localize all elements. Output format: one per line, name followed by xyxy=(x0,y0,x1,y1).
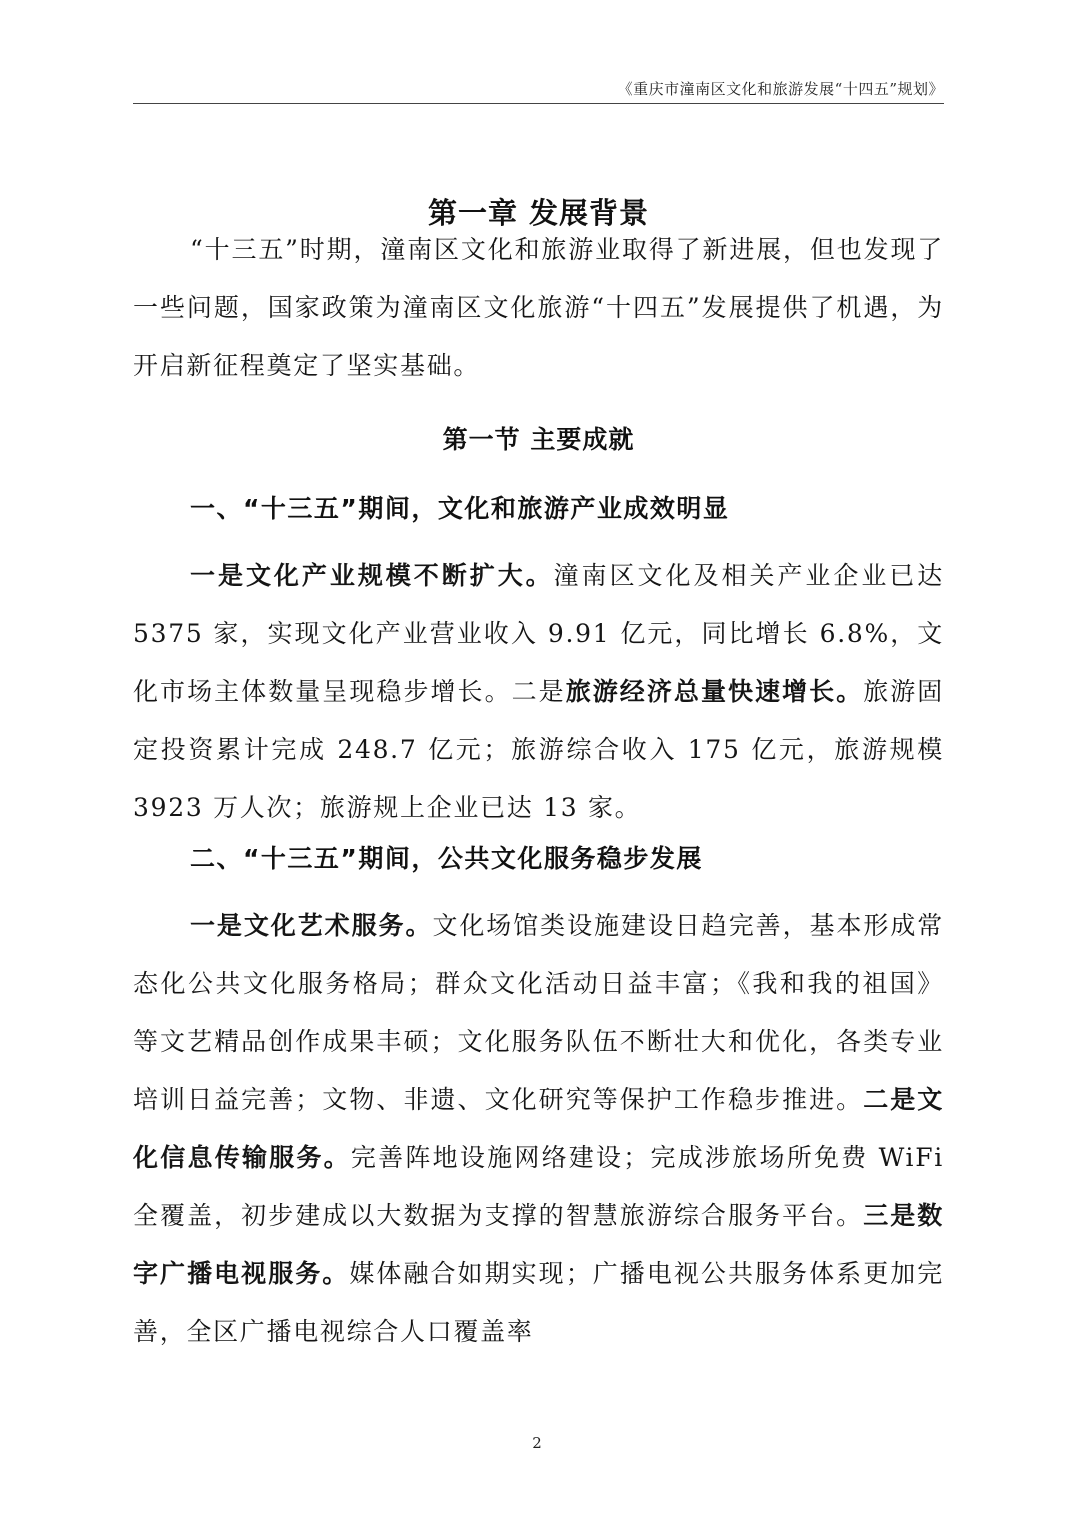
running-header: 《重庆市潼南区文化和旅游发展“十四五”规划》 xyxy=(617,80,944,98)
paragraph-lead-2: 旅游经济总量快速增长。 xyxy=(565,677,864,706)
subsection-2-paragraph xyxy=(133,897,944,1361)
paragraph-text-3: 文化场馆类设施建设日趋完善，基本形成常态化公共文化服务格局；群众文化活动日益丰富；《我和我的祖国》等文艺精品创作成果丰硕；文化服务队伍不断壮大和优化，各类专业培训日益完善；文物、非遗、文化研究等保护工作稳步推进。 xyxy=(133,911,944,1114)
paragraph-lead-3: 一是文化艺术服务。 xyxy=(190,911,433,940)
section-title: 第一节 主要成就 xyxy=(442,425,635,454)
paragraph-lead-4: 二是文化信息传输服务。 xyxy=(133,1085,944,1172)
paragraph-text-5: 媒体融合如期实现；广播电视公共服务体系更加完善，全区广播电视综合人口覆盖率 xyxy=(133,1259,944,1346)
subsection-1-paragraph xyxy=(133,547,944,837)
subsection-heading-2: 二、“十三五”期间，公共文化服务稳步发展 xyxy=(190,844,703,873)
subsection-heading-1: 一、“十三五”期间，文化和旅游产业成效明显 xyxy=(190,494,730,523)
chapter-intro-paragraph: “十三五”时期，潼南区文化和旅游业取得了新进展，但也发现了一些问题，国家政策为潼南区文化旅游“十四五”发展提供了机遇，为开启新征程奠定了坚实基础。 xyxy=(133,235,944,380)
paragraph-lead-1: 一是文化产业规模不断扩大。 xyxy=(190,561,554,590)
page-number: 2 xyxy=(532,1434,542,1452)
header-divider xyxy=(133,103,944,104)
chapter-title: 第一章 发展背景 xyxy=(427,196,650,230)
paragraph-text-4: 完善阵地设施网络建设；完成涉旅场所免费 WiFi 全覆盖，初步建成以大数据为支撑的智慧旅游综合服务平台。 xyxy=(133,1143,944,1230)
paragraph-text-2: 旅游固定投资累计完成 248.7 亿元；旅游综合收入 175 亿元，旅游规模 3923 万人次；旅游规上企业已达 13 家。 xyxy=(133,677,945,822)
paragraph-lead-5: 三是数字广播电视服务。 xyxy=(133,1201,944,1288)
paragraph-text-1: 潼南区文化及相关产业企业已达 5375 家，实现文化产业营业收入 9.91 亿元，同比增长 6.8%，文化市场主体数量呈现稳步增长。二是 xyxy=(133,561,944,706)
